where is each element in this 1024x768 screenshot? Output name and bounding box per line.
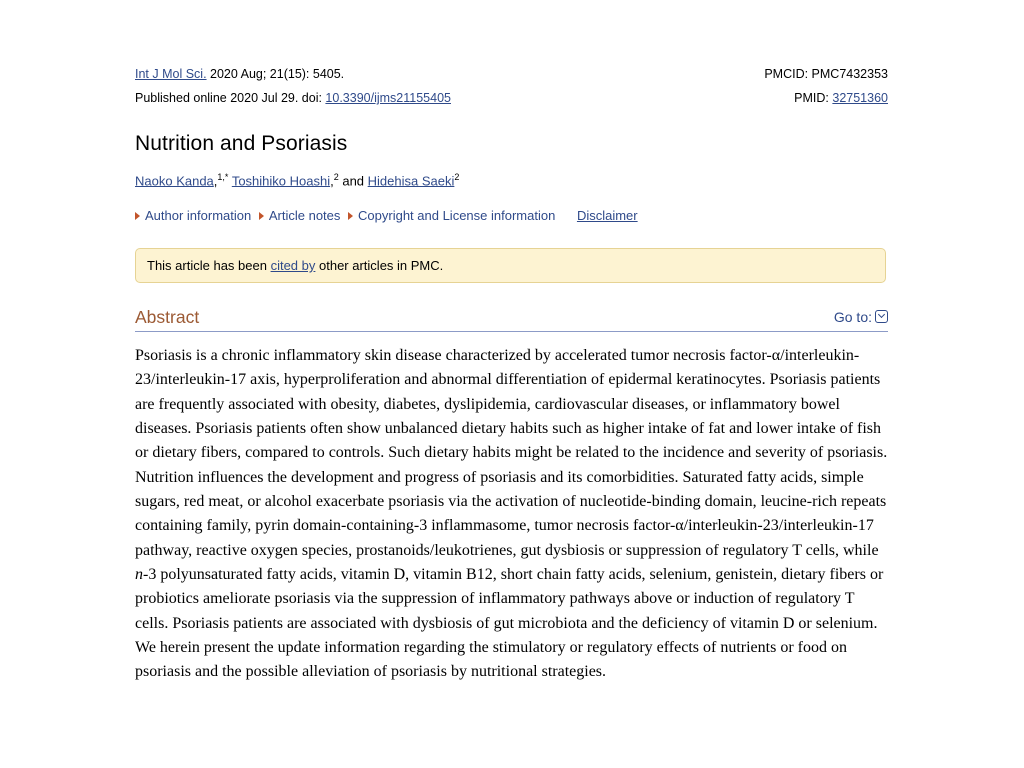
goto-label: Go to: bbox=[833, 309, 872, 325]
toggle-label: Copyright and License information bbox=[358, 208, 556, 223]
abstract-text bbox=[135, 344, 888, 685]
cited-by-notice bbox=[135, 248, 886, 283]
article-page bbox=[135, 62, 888, 681]
notice-suffix: other articles in PMC. bbox=[315, 258, 444, 273]
author-affiliation: 2 bbox=[454, 172, 460, 182]
journal-link[interactable]: Int J Mol Sci. bbox=[135, 67, 207, 81]
author-separator: and bbox=[338, 173, 368, 189]
goto-menu[interactable] bbox=[834, 309, 888, 325]
abstract-header bbox=[135, 307, 888, 332]
journal-line bbox=[135, 62, 451, 86]
pmid-link[interactable]: 32751360 bbox=[832, 91, 888, 105]
copyright-license-toggle[interactable] bbox=[348, 208, 555, 223]
citation-right bbox=[764, 62, 888, 110]
author-affiliation: 1,* bbox=[217, 172, 229, 182]
toggle-label: Article notes bbox=[268, 208, 341, 223]
triangle-right-icon bbox=[135, 212, 140, 220]
published-line bbox=[135, 86, 451, 110]
triangle-right-icon bbox=[259, 212, 264, 220]
article-title: Nutrition and Psoriasis bbox=[135, 132, 348, 155]
triangle-right-icon bbox=[348, 212, 353, 220]
chevron-down-icon bbox=[875, 310, 888, 323]
citation-bar bbox=[135, 62, 888, 110]
published-prefix: Published online 2020 Jul 29. doi: bbox=[135, 91, 326, 105]
author-link[interactable]: Toshihiko Hoashi bbox=[231, 173, 331, 189]
author-list: Naoko Kanda,$^{1,*}$ Toshihiko Hoashi,$^2$ and Hidehisa Saeki$^2$ bbox=[135, 172, 460, 189]
notice-prefix: This article has been bbox=[147, 258, 271, 273]
journal-date-volume: 2020 Aug; 21(15): 5405. bbox=[206, 67, 345, 81]
abstract-italic-n: n bbox=[135, 566, 143, 584]
pmid-line bbox=[764, 86, 888, 110]
pmid-prefix: PMID: bbox=[794, 91, 833, 105]
author-link[interactable]: Hidehisa Saeki bbox=[367, 173, 455, 189]
cited-by-link[interactable]: cited by bbox=[270, 258, 316, 273]
author-affiliation: 2 bbox=[333, 172, 339, 182]
abstract-heading: Abstract bbox=[135, 307, 200, 327]
article-notes-toggle[interactable] bbox=[259, 208, 341, 223]
article-info-links bbox=[135, 208, 638, 223]
author-information-toggle[interactable] bbox=[135, 208, 251, 223]
pmcid: PMCID: PMC7432353 bbox=[764, 67, 888, 81]
citation-left bbox=[135, 62, 451, 110]
doi-link[interactable]: 10.3390/ijms21155405 bbox=[325, 91, 451, 105]
abstract-text-part: -3 polyunsaturated fatty acids, vitamin D, vitamin B12, short chain fatty acids, selenium, genistein, dietary fibers or probiotics ameliorate psoriasis via the suppression of inflammatory pathways above or induction of regulatory T cells. Psoriasis patients are associated with dysbiosis of gut microbiota and the deficiency of vitamin D or selenium. We herein present the update information regarding the stimulatory or regulatory effects of nutrients or food on psoriasis and the possible alleviation of psoriasis by nutritional strategies. bbox=[135, 566, 884, 681]
author-link[interactable]: Naoko Kanda bbox=[135, 173, 214, 189]
disclaimer-link[interactable]: Disclaimer bbox=[576, 208, 638, 223]
toggle-label: Author information bbox=[145, 208, 252, 223]
abstract-text-part: Psoriasis is a chronic inflammatory skin disease characterized by accelerated tumor necrosis factor-α/interleukin-23/interleukin-17 axis, hyperproliferation and abnormal differentiation of epidermal keratinocytes. Psoriasis patients are frequently associated with obesity, diabetes, dyslipidemia, cardiovascular diseases, or inflammatory bowel diseases. Psoriasis patients often show unbalanced dietary habits such as higher intake of fat and lower intake of fish or dietary fibers, compared to controls. Such dietary habits might be related to the incidence and severity of psoriasis. Nutrition influences the development and progress of psoriasis and its comorbidities. Saturated fatty acids, simple sugars, red meat, or alcohol exacerbate psoriasis via the activation of nucleotide-binding domain, leucine-rich repeats containing family, pyrin domain-containing-3 inflammasome, tumor necrosis factor-α/interleukin-23/interleukin-17 pathway, reactive oxygen species, prostanoids/leukotrienes, gut dysbiosis or suppression of regulatory T cells, while bbox=[135, 347, 888, 559]
